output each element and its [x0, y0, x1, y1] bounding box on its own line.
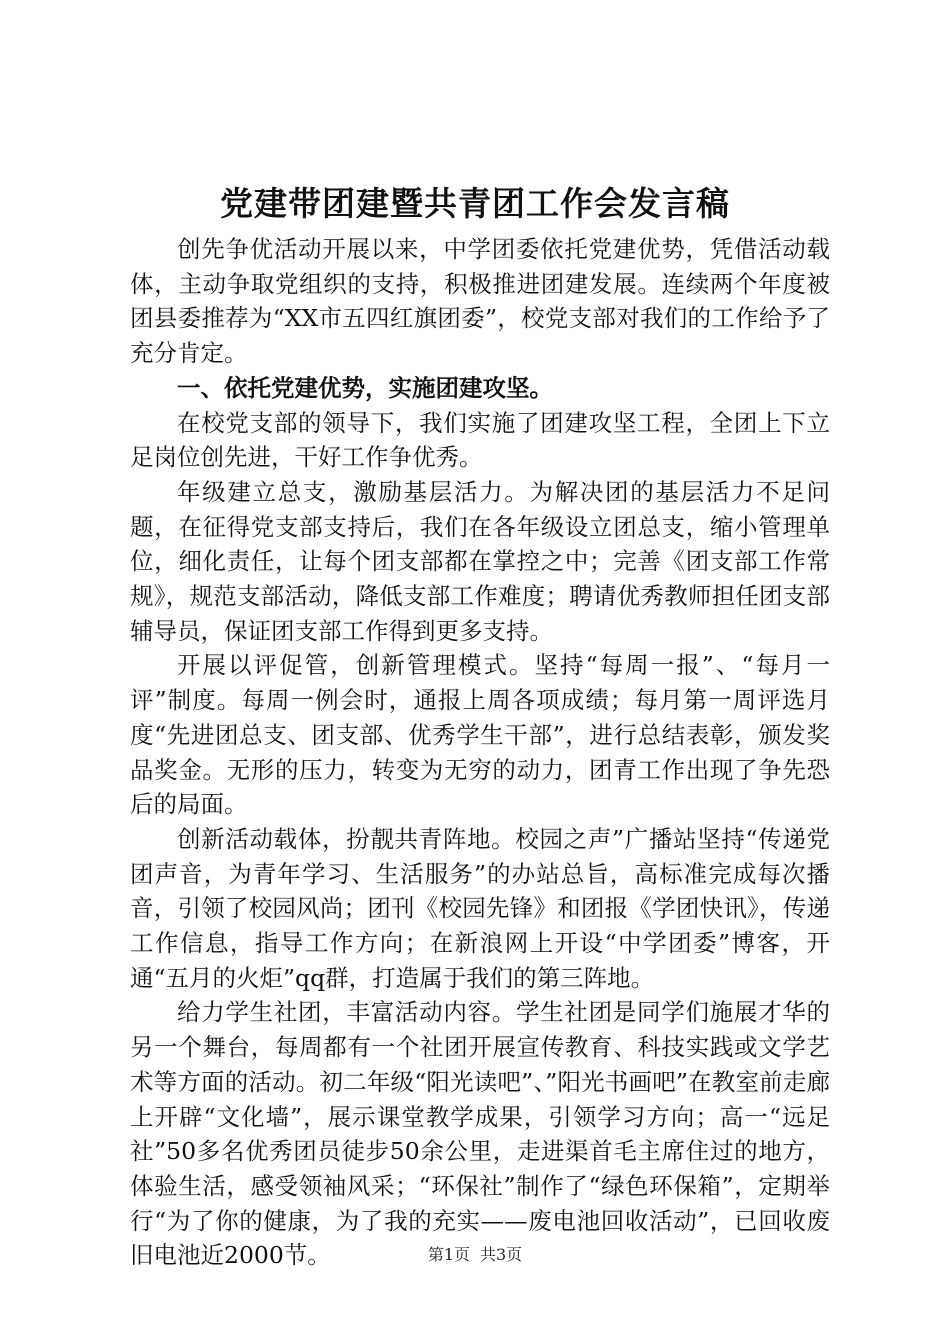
page-total: 共3页 — [480, 1245, 523, 1264]
page-number: 第1页 — [427, 1245, 470, 1264]
paragraph-evaluation: 开展以评促管，创新管理模式。坚持“每周一报”、“每月一评”制度。每周一例会时，通报上周各项成绩；每月第一周评选月度“先进团总支、团支部、优秀学生干部”，进行总结表彰，颁发奖品奖金。无形的压力，转变为无穷的动力，团青工作出现了争先恐后的局面。 — [130, 651, 830, 819]
document-body — [130, 232, 830, 1273]
paragraph-leadership: 在校党支部的领导下，我们实施了团建攻坚工程，全团上下立足岗位创先进，干好工作争优秀。 — [130, 408, 830, 472]
paragraph-student-clubs: 给力学生社团，丰富活动内容。学生社团是同学们施展才华的另一个舞台，每周都有一个社团开展宣传教育、科技实践或文学艺术等方面的活动。初二年级“阳光读吧”、”阳光书画吧”在教室前走廊上开辟“文化墙”，展示课堂教学成果，引领学习方向；高一“远足社”50多名优秀团员徒步50余公里，走进渠首毛主席住过的地方，体验生活，感受领袖风采；“环保社”制作了“绿色环保箱”，定期举行“为了你的健康，为了我的充实——废电池回收活动”，已回收废旧电池近2000节。 — [130, 998, 830, 1270]
paragraph-grade-branches: 年级建立总支，激励基层活力。为解决团的基层活力不足问题，在征得党支部支持后，我们在各年级设立团总支，缩小管理单位，细化责任，让每个团支部都在掌控之中；完善《团支部工作常规》，规范支部活动，降低支部工作难度；聘请优秀教师担任团支部辅导员，保证团支部工作得到更多支持。 — [130, 477, 830, 645]
paragraph-intro: 创先争优活动开展以来，中学团委依托党建优势，凭借活动载体，主动争取党组织的支持，积极推进团建发展。连续两个年度被团县委推荐为“XX市五四红旗团委”，校党支部对我们的工作给予了充分肯定。 — [130, 235, 830, 368]
section-heading-1: 一、依托党建优势，实施团建攻坚。 — [177, 373, 553, 402]
page-footer — [0, 1244, 950, 1266]
paragraph-activity-carriers: 创新活动载体，扮靓共青阵地。校园之声”广播站坚持“传递党团声音，为青年学习、生活服务”的办站总旨，高标准完成每次播音，引领了校园风尚；团刊《校园先锋》和团报《学团快讯》，传递工作信息，指导工作方向；在新浪网上开设“中学团委”博客，开通“五月的火炬”qq群，打造属于我们的第三阵地。 — [130, 824, 830, 992]
document-title: 党建带团建暨共青团工作会发言稿 — [220, 184, 730, 223]
